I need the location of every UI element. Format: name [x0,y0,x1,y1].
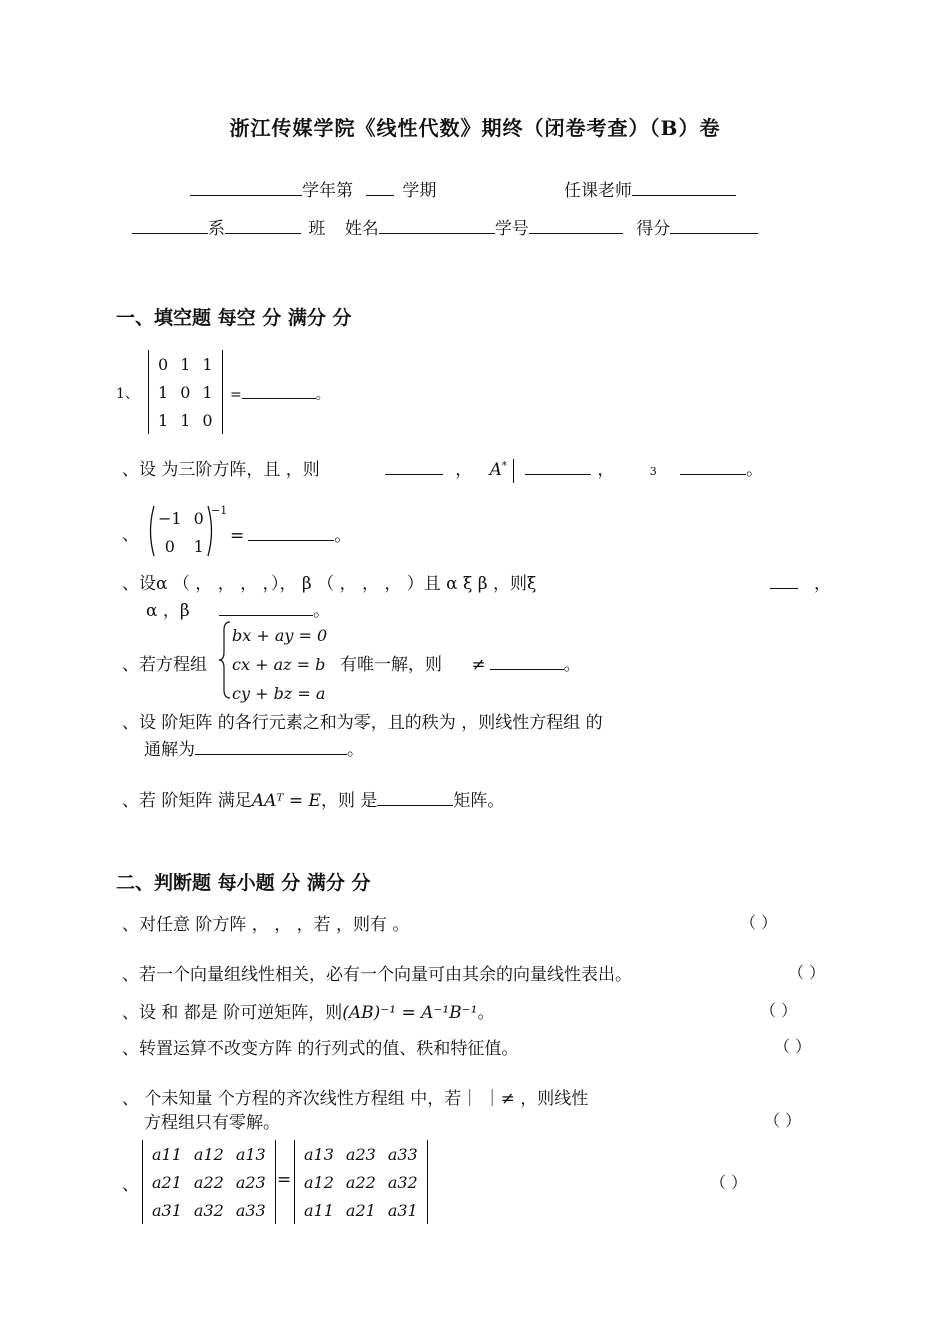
class-blank[interactable] [225,218,301,234]
exam-title: 浙江传媒学院《线性代数》期终（闭卷考查）（B）卷 [229,116,721,140]
judge-item-1: 、对任意 阶方阵 ， ， ，若 ，则有 。 [122,915,410,935]
q3-blank[interactable] [248,525,334,541]
teacher-row [564,176,736,201]
judge-bracket-4[interactable]: （ ） [774,1037,812,1056]
judge-bracket-1[interactable]: （ ） [740,913,778,932]
name-label: 姓名 [344,219,379,239]
judge-item-6-prefix: 、 [122,1175,139,1195]
term-label: 学期 [402,181,437,201]
judge-item-6-eq: = [277,1170,292,1190]
score-label: 得分 [636,219,671,239]
judge-item-3: 、设 和 都是 阶可逆矩阵，则(AB)⁻¹ = A⁻¹B⁻¹。 [122,1003,495,1023]
q2-blank-1[interactable] [385,459,443,475]
q2-blank-3[interactable] [680,459,746,475]
judge-bracket-5[interactable]: （ ） [764,1111,802,1130]
term-blank[interactable] [366,180,394,196]
q4-line1-tail: ， [770,569,831,594]
q2-blank-2[interactable] [525,459,591,475]
id-blank[interactable] [529,218,623,234]
score-blank[interactable] [670,218,758,234]
q5-tail: 有唯一解，则 ≠ 。 [340,655,581,675]
dept-label: 系 [208,219,225,239]
q5-text: 、若方程组 [122,655,207,675]
q2: 、设 为三阶方阵，且 ，则 ， A* ， 3 。 [122,455,763,483]
teacher-blank[interactable] [632,180,736,196]
q1-determinant: 0 1 1 1 0 1 1 1 0 [148,350,223,434]
q2-text: 、设 为三阶方阵，且 ，则 [122,460,320,480]
q7-blank[interactable] [377,790,453,806]
judge-bracket-6[interactable]: （ ） [710,1173,748,1192]
q4-line2: α ，β 。 [146,601,331,621]
teacher-label: 任课老师 [564,181,632,201]
dept-blank[interactable] [132,218,208,234]
header-row-2 [132,214,758,239]
q4-line1: 、设α （ ， ， ， ，）， β （ ， ， ， ）且 α ξ β ，则ξ [122,574,537,594]
judge-item-6-right-det: a13 a23 a33 a12 a22 a32 a11 a21 a31 [294,1140,428,1224]
q1-blank[interactable] [242,383,316,399]
q5-system: bx + ay = 0 cx + az = b cy + bz = a [232,626,328,703]
q7: 、若 阶矩阵 满足AAᵀ = E，则 是 矩阵。 [122,791,505,811]
judge-bracket-2[interactable]: （ ） [788,963,826,982]
q1-number: 1、 [116,386,139,402]
q5-brace [218,620,232,700]
judge-item-2: 、若一个向量组线性相关，必有一个向量可由其余的向量线性表出。 [122,965,632,985]
q3-matrix: −1 0 0 1 [146,504,216,560]
year-label: 学年第 [302,181,353,201]
q5-blank[interactable] [490,654,564,670]
q3-prefix: 、 [122,525,139,545]
id-label: 学号 [494,219,529,239]
q1-answer: = 。 [230,383,330,404]
q6-blank[interactable] [195,739,347,755]
section2-heading: 二、判断题 每小题 分 满分 分 [116,872,371,894]
class-label: 班 [308,219,326,239]
q3-answer: = 。 [230,526,352,546]
judge-item-5-line1: 、 个未知量 个方程的齐次线性方程组 中，若｜ ｜≠ ，则线性 [122,1089,589,1109]
section1-heading: 一、填空题 每空 分 满分 分 [116,307,352,329]
judge-item-4: 、转置运算不改变方阵 的行列式的值、秩和特征值。 [122,1039,519,1059]
judge-item-6-left-det: a11 a12 a13 a21 a22 a23 a31 a32 a33 [142,1140,276,1224]
q4-blank-1[interactable] [770,573,798,589]
name-blank[interactable] [379,218,495,234]
q6-line1: 、设 阶矩阵 的各行元素之和为零，且的秩为 ，则线性方程组 的 [122,713,603,733]
q4-blank-2[interactable] [219,600,313,616]
year-blank[interactable] [190,180,302,196]
header-row-1 [190,176,436,201]
judge-bracket-3[interactable]: （ ） [760,1001,798,1020]
q3-inverse: −1 [211,504,228,517]
judge-item-5-line2: 方程组只有零解。 [144,1113,280,1133]
q6-line2: 通解为 。 [144,740,364,760]
